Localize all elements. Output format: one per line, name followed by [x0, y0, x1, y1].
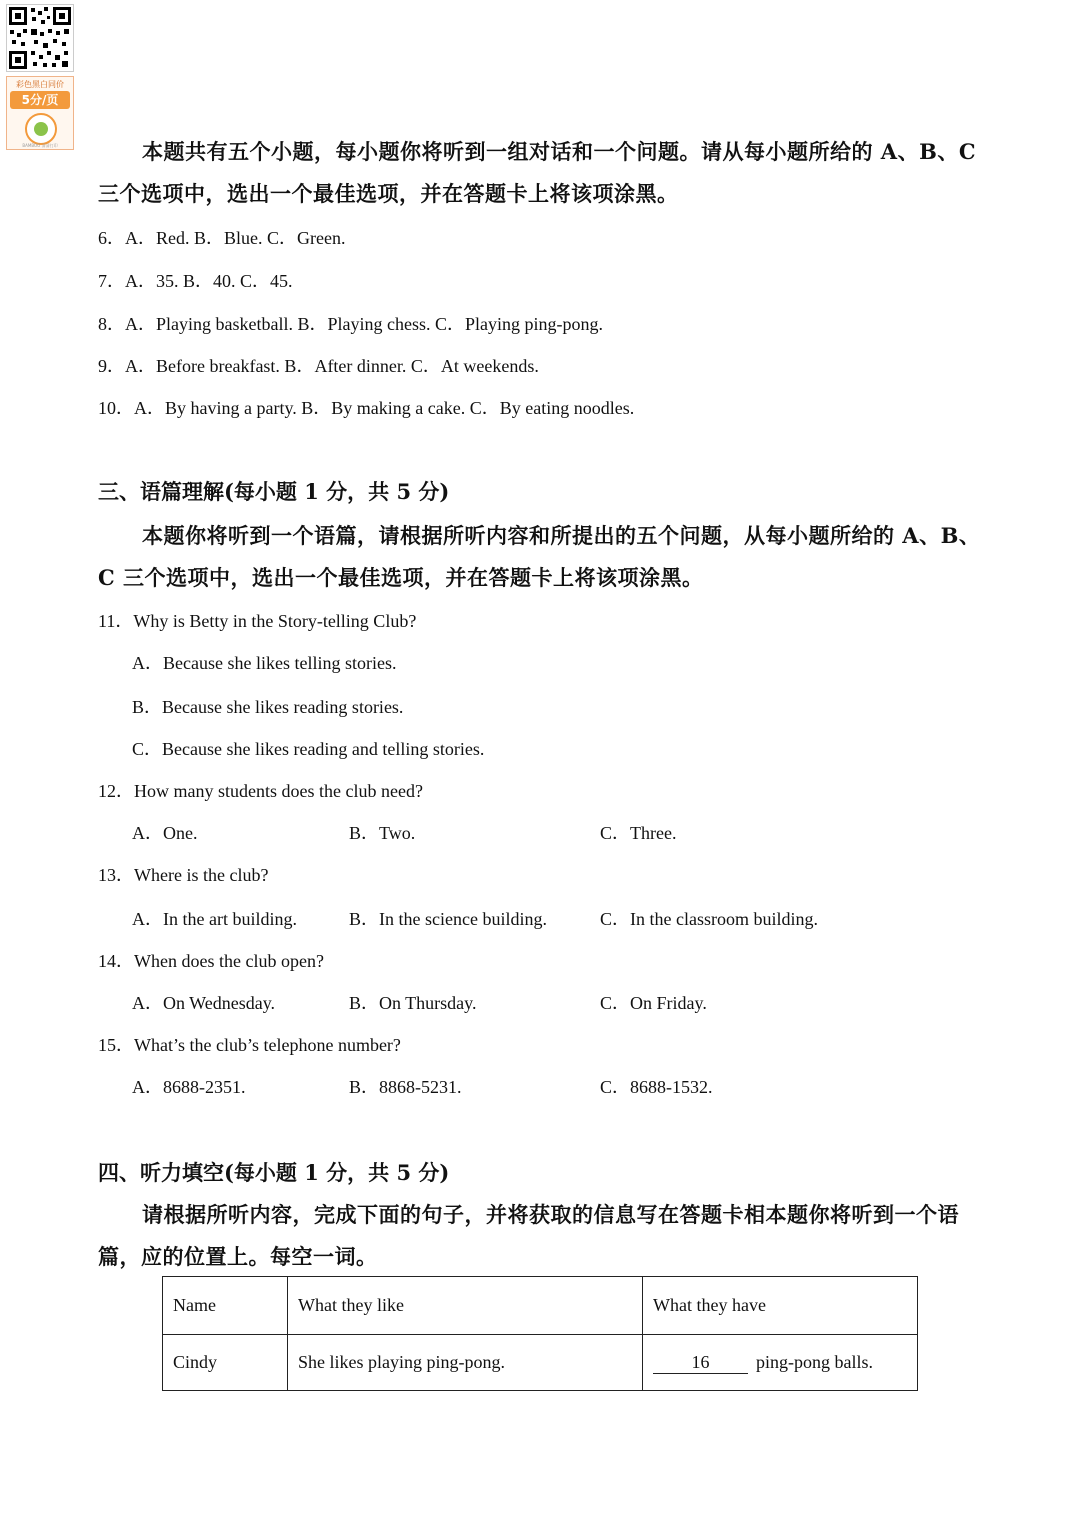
section3-heading: 三、语篇理解(每小题 1 分，共 5 分) — [98, 479, 450, 504]
badge-line1: 彩色黑白同价 — [16, 80, 64, 89]
question-12-option-c: C．Three. — [600, 823, 677, 843]
question-13-stem: 13．Where is the club? — [98, 865, 269, 885]
question-10: 10．A．By having a party. B．By making a cake. C．By eating noodles. — [98, 398, 635, 418]
question-11-option-b: B．Because she likes reading stories. — [132, 697, 404, 717]
question-11-stem: 11．Why is Betty in the Story-telling Club? — [98, 611, 417, 631]
section2-intro-line1: 本题共有五个小题，每小题你将听到一组对话和一个问题。请从每小题所给的 A、B、C — [142, 139, 977, 164]
badge-logo-icon — [25, 113, 57, 145]
question-8: 8．A．Playing basketball. B．Playing chess. C．Playing ping-pong. — [98, 314, 603, 334]
question-14-option-c: C．On Friday. — [600, 993, 707, 1013]
question-12-stem: 12．How many students does the club need? — [98, 781, 423, 801]
question-13-option-a: A．In the art building. — [132, 909, 297, 929]
question-13-option-b: B．In the science building. — [349, 909, 547, 929]
section3-intro-line1: 本题你将听到一个语篇，请根据所听内容和所提出的五个问题，从每小题所给的 A、B、 — [142, 523, 981, 548]
answer-blank-16[interactable]: 16 — [653, 1352, 748, 1374]
question-14-stem: 14．When does the club open? — [98, 951, 324, 971]
badge-footer: BAMBOO 清清打印 — [22, 143, 58, 148]
qr-code-graphic — [7, 5, 73, 71]
fill-in-table — [162, 1276, 918, 1391]
header-what-they-like: What they like — [288, 1277, 643, 1335]
question-11-option-c: C．Because she likes reading and telling stories. — [132, 739, 485, 759]
question-12-option-a: A．One. — [132, 823, 198, 843]
table-row — [163, 1335, 918, 1391]
question-9: 9．A．Before breakfast. B．After dinner. C．At weekends. — [98, 356, 539, 376]
cell-have — [643, 1335, 918, 1391]
header-name: Name — [163, 1277, 288, 1335]
question-15-option-b: B．8868-5231. — [349, 1077, 462, 1097]
cell-like: She likes playing ping-pong. — [288, 1335, 643, 1391]
badge-price: 5分/页 — [10, 91, 70, 109]
header-what-they-have: What they have — [643, 1277, 918, 1335]
section4-intro-line2: 篇，应的位置上。每空一词。 — [98, 1244, 378, 1269]
cell-name: Cindy — [163, 1335, 288, 1391]
qr-code — [6, 4, 74, 72]
question-7: 7．A．35. B．40. C．45. — [98, 271, 293, 291]
price-badge — [6, 76, 74, 150]
section2-intro-line2: 三个选项中，选出一个最佳选项，并在答题卡上将该项涂黑。 — [98, 181, 679, 206]
question-11-option-a: A．Because she likes telling stories. — [132, 653, 397, 673]
cell-have-suffix: ping-pong balls. — [756, 1351, 873, 1372]
section3-intro-line2: C 三个选项中，选出一个最佳选项，并在答题卡上将该项涂黑。 — [98, 565, 704, 590]
section4-heading: 四、听力填空(每小题 1 分，共 5 分) — [98, 1160, 450, 1185]
question-15-option-c: C．8688-1532. — [600, 1077, 713, 1097]
question-15-option-a: A．8688-2351. — [132, 1077, 246, 1097]
question-14-option-b: B．On Thursday. — [349, 993, 477, 1013]
table-header-row — [163, 1277, 918, 1335]
question-15-stem: 15．What’s the club’s telephone number? — [98, 1035, 401, 1055]
section4-intro-line1: 请根据所听内容，完成下面的句子，并将获取的信息写在答题卡相本题你将听到一个语 — [142, 1202, 959, 1227]
question-13-option-c: C．In the classroom building. — [600, 909, 818, 929]
question-14-option-a: A．On Wednesday. — [132, 993, 276, 1013]
question-6: 6．A．Red. B．Blue. C．Green. — [98, 228, 346, 248]
question-12-option-b: B．Two. — [349, 823, 416, 843]
